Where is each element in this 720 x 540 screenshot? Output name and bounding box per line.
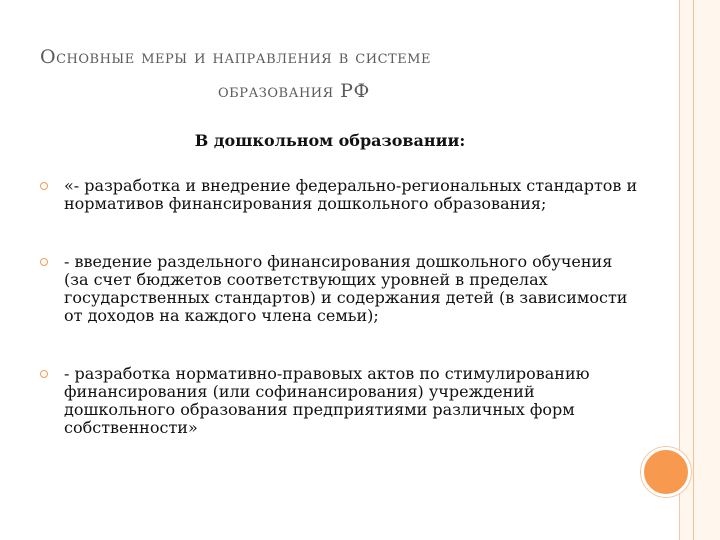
circle-outline-icon bbox=[40, 258, 48, 266]
bullet-list bbox=[40, 177, 640, 477]
circle-outline-icon bbox=[40, 182, 48, 190]
slide-subtitle: В дошкольном образовании: bbox=[194, 131, 466, 150]
list-item bbox=[40, 365, 640, 437]
decorative-side-line bbox=[693, 0, 694, 540]
slide-title-line1: Основные меры и направления в системе bbox=[40, 46, 431, 68]
orange-circle-icon bbox=[641, 447, 691, 497]
circle-outline-icon bbox=[40, 370, 48, 378]
slide-title-line2: образования РФ bbox=[218, 80, 370, 102]
list-item bbox=[40, 177, 640, 213]
list-item-text: - введение раздельного финансирования дошкольного обучения (за счет бюджетов соответствующих уровней в пределах государственных стандартов) и содержания детей (в зависимости от доходов на каждого члена семьи); bbox=[64, 252, 628, 325]
slide-title bbox=[40, 40, 640, 108]
list-item-text: «- разработка и внедрение федерально-региональных стандартов и нормативов финансирования дошкольного образования; bbox=[64, 176, 638, 213]
list-item bbox=[40, 253, 640, 325]
list-item-text: - разработка нормативно-правовых актов по стимулированию финансирования (или софинансирования) учреждений дошкольного образования предприятиями различных форм собственности» bbox=[64, 364, 590, 437]
